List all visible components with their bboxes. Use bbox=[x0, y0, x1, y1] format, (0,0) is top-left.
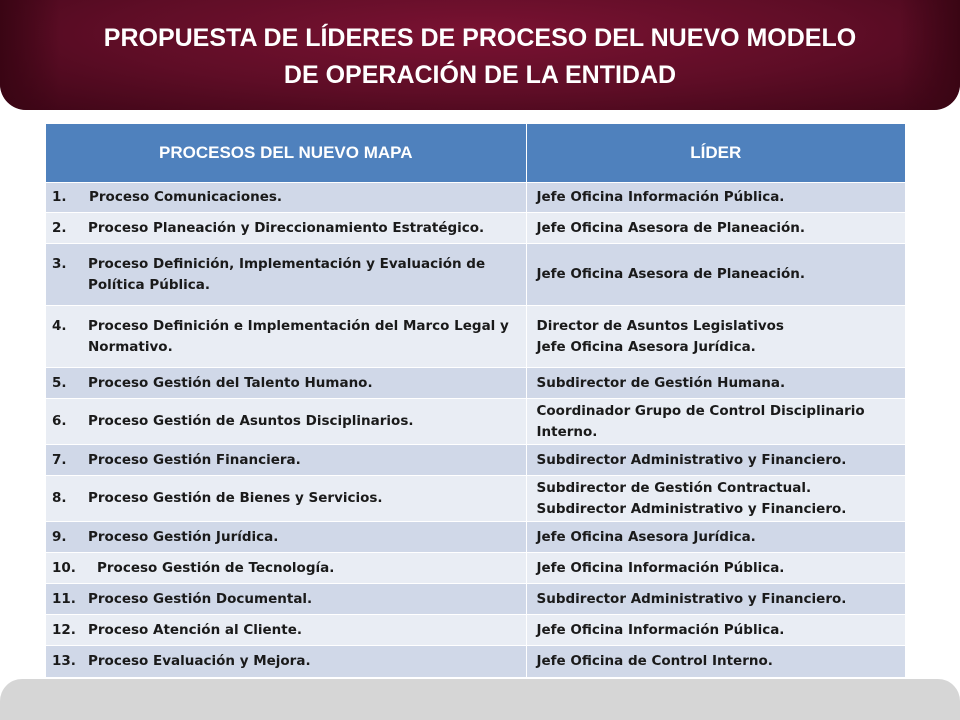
table-row bbox=[46, 553, 905, 584]
table-row bbox=[46, 213, 905, 244]
process-name: Proceso Planeación y Direccionamiento Estratégico. bbox=[88, 219, 485, 236]
leader-line: Subdirector de Gestión Contractual. bbox=[536, 479, 812, 496]
leader-cell bbox=[526, 522, 905, 553]
process-cell bbox=[46, 476, 526, 522]
leader-line: Jefe Oficina Información Pública. bbox=[536, 621, 785, 638]
leader-cell bbox=[526, 584, 905, 615]
table-row bbox=[46, 183, 905, 213]
process-cell bbox=[46, 615, 526, 646]
table-row bbox=[46, 368, 905, 399]
row-number: 1. bbox=[52, 189, 67, 205]
process-name: Proceso Evaluación y Mejora. bbox=[88, 652, 311, 669]
process-name: Proceso Atención al Cliente. bbox=[88, 621, 302, 638]
row-number: 9. bbox=[52, 528, 67, 545]
leader-cell bbox=[526, 244, 905, 306]
leader-line: Subdirector Administrativo y Financiero. bbox=[536, 451, 847, 468]
leader-cell bbox=[526, 553, 905, 584]
process-cell bbox=[46, 183, 526, 213]
process-cell bbox=[46, 646, 526, 677]
table-row bbox=[46, 445, 905, 476]
leader-cell bbox=[526, 445, 905, 476]
footer-bar bbox=[0, 679, 960, 720]
leader-line: Jefe Oficina Asesora de Planeación. bbox=[536, 219, 806, 236]
process-name: Proceso Comunicaciones. bbox=[89, 189, 283, 205]
process-cell bbox=[46, 522, 526, 553]
header-leader: LÍDER bbox=[526, 124, 905, 183]
leader-cell bbox=[526, 476, 905, 522]
process-name: Proceso Gestión Documental. bbox=[88, 590, 313, 607]
leader-line: Subdirector Administrativo y Financiero. bbox=[536, 590, 847, 607]
page-title-line-2: DE OPERACIÓN DE LA ENTIDAD bbox=[283, 61, 677, 89]
row-number: 2. bbox=[52, 219, 67, 236]
table-row bbox=[46, 522, 905, 553]
leader-cell bbox=[526, 368, 905, 399]
process-name: Proceso Gestión Financiera. bbox=[88, 451, 301, 468]
process-name: Proceso Gestión Jurídica. bbox=[88, 528, 279, 545]
leader-line: Coordinador Grupo de Control Disciplinario Interno. bbox=[536, 402, 865, 440]
leader-line: Jefe Oficina Asesora de Planeación. bbox=[536, 266, 806, 282]
table-row bbox=[46, 306, 905, 368]
leader-line: Jefe Oficina Información Pública. bbox=[536, 189, 785, 205]
leader-cell bbox=[526, 183, 905, 213]
leader-line: Subdirector Administrativo y Financiero. bbox=[536, 500, 847, 517]
row-number: 12. bbox=[52, 621, 76, 638]
process-name: Proceso Gestión de Bienes y Servicios. bbox=[88, 490, 383, 506]
process-cell bbox=[46, 445, 526, 476]
process-cell bbox=[46, 553, 526, 584]
process-cell bbox=[46, 244, 526, 306]
leader-cell bbox=[526, 306, 905, 368]
table-row bbox=[46, 615, 905, 646]
leader-line: Subdirector de Gestión Humana. bbox=[536, 374, 786, 391]
process-name: Proceso Definición e Implementación del Marco Legal y Normativo. bbox=[88, 317, 509, 355]
process-cell bbox=[46, 584, 526, 615]
process-name: Proceso Gestión de Tecnología. bbox=[97, 559, 335, 576]
page-title bbox=[40, 20, 920, 94]
leader-cell bbox=[526, 399, 905, 445]
process-cell bbox=[46, 306, 526, 368]
leader-line: Jefe Oficina de Control Interno. bbox=[536, 652, 773, 669]
row-number: 7. bbox=[52, 451, 67, 468]
row-number: 10. bbox=[52, 559, 76, 576]
table-row bbox=[46, 399, 905, 445]
process-cell bbox=[46, 213, 526, 244]
table-row bbox=[46, 476, 905, 522]
leader-line: Director de Asuntos Legislativos bbox=[536, 317, 784, 334]
row-number: 6. bbox=[52, 413, 67, 429]
process-cell bbox=[46, 399, 526, 445]
leader-cell bbox=[526, 646, 905, 677]
row-number: 3. bbox=[52, 255, 67, 272]
row-number: 4. bbox=[52, 317, 67, 334]
leader-cell bbox=[526, 615, 905, 646]
process-name: Proceso Definición, Implementación y Evaluación de Política Pública. bbox=[88, 255, 486, 293]
leader-line: Jefe Oficina Asesora Jurídica. bbox=[536, 528, 756, 545]
leader-line: Jefe Oficina Asesora Jurídica. bbox=[536, 338, 756, 355]
table-row bbox=[46, 584, 905, 615]
table-row bbox=[46, 646, 905, 677]
row-number: 13. bbox=[52, 652, 76, 669]
row-number: 8. bbox=[52, 490, 67, 506]
leader-line: Jefe Oficina Información Pública. bbox=[536, 559, 785, 576]
process-name: Proceso Gestión del Talento Humano. bbox=[88, 374, 373, 391]
process-leaders-table bbox=[46, 124, 905, 677]
leader-cell bbox=[526, 213, 905, 244]
table-header-row bbox=[46, 124, 905, 183]
page-title-line-1: PROPUESTA DE LÍDERES DE PROCESO DEL NUEVO MODELO bbox=[103, 24, 857, 52]
process-cell bbox=[46, 368, 526, 399]
row-number: 11. bbox=[52, 590, 76, 607]
process-name: Proceso Gestión de Asuntos Disciplinarios. bbox=[88, 413, 414, 429]
table-row bbox=[46, 244, 905, 306]
header-processes: PROCESOS DEL NUEVO MAPA bbox=[46, 124, 526, 183]
row-number: 5. bbox=[52, 374, 67, 391]
